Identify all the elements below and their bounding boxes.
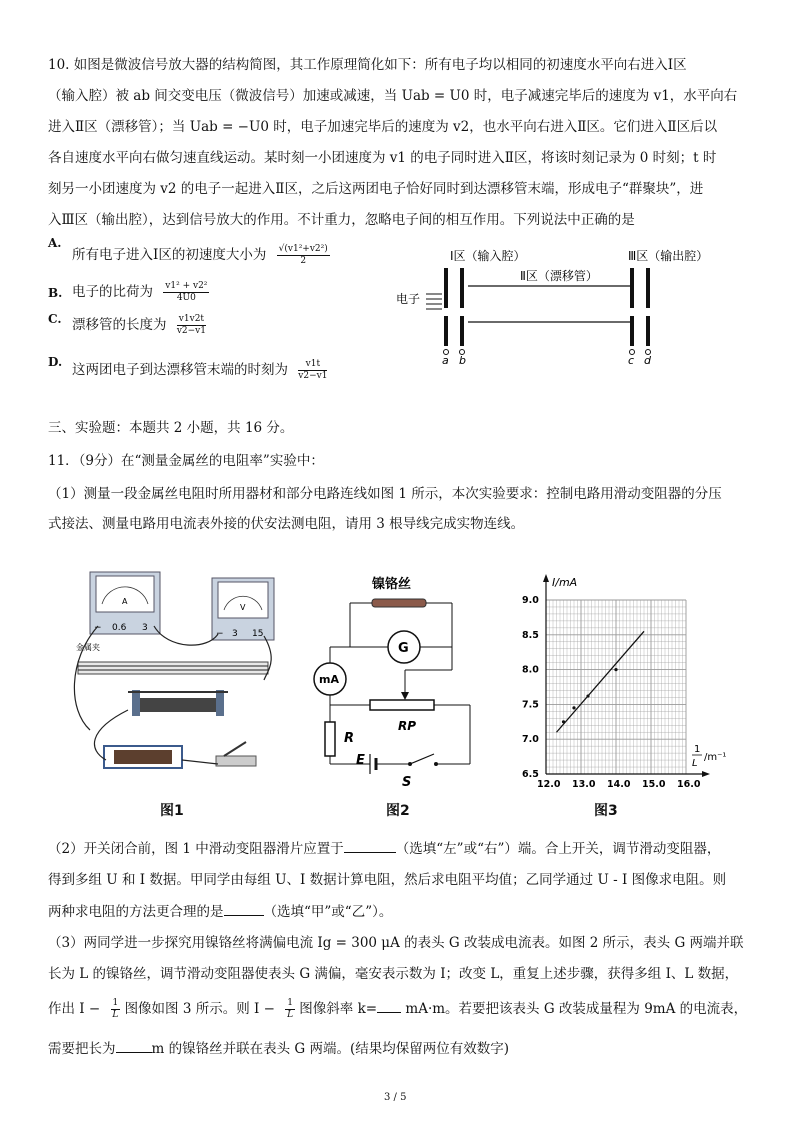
option-d-formula: $\frac{v1t}{v2-v1}$ [298, 359, 328, 381]
x-axis-label-num: 1 [694, 744, 701, 755]
q11-p2-text-d: （选填“甲”或“乙”）。 [263, 904, 393, 920]
q11-p3-text-d: mA·m。若要把该表头 G 改装成量程为 9mA 的电流表， [405, 1001, 748, 1017]
milliammeter-symbol: mA [319, 673, 339, 686]
ammeter-minus: − [94, 623, 102, 633]
x-tick-label: 12.0 [537, 779, 561, 790]
option-a[interactable] [72, 243, 330, 267]
clip-label: 金属夹 [76, 643, 100, 652]
y-tick-label: 7.0 [522, 734, 539, 746]
option-b-label[interactable]: B. [48, 286, 63, 300]
page-number: 3 / 5 [384, 1092, 407, 1103]
microwave-amplifier-diagram [390, 240, 770, 365]
ammeter-3: 3 [142, 623, 148, 633]
plate-a: a [442, 354, 449, 365]
option-a-text: 所有电子进入Ⅰ区的初速度大小为 [72, 247, 267, 263]
fit-line [557, 631, 645, 732]
x-tick-label: 16.0 [677, 779, 701, 790]
figure-3-chart [520, 568, 745, 798]
option-c-label[interactable]: C. [48, 312, 62, 326]
answer-blank-slider[interactable] [344, 838, 396, 853]
plate-b: b [459, 354, 466, 365]
region2-label: Ⅱ区（漂移管） [520, 269, 598, 283]
answer-blank-method[interactable] [224, 901, 264, 916]
option-c-formula: $\frac{v1v2t}{v2-v1}$ [176, 314, 206, 336]
resistor-label: R [344, 731, 355, 746]
q10-line-3: 进入Ⅱ区（漂移管）；当 Uab = −U0 时，电子加速完毕后的速度为 v2，也水平向右进入Ⅱ区。它们进入Ⅱ区后以 [48, 119, 718, 135]
option-d[interactable] [72, 358, 327, 382]
q11-p2-line1 [48, 838, 720, 859]
y-tick-label: 7.5 [522, 699, 539, 711]
y-axis-arrow [543, 574, 549, 582]
data-point [572, 706, 575, 709]
x-axis-label-den: L [692, 758, 698, 769]
q11-title: 11．（9分）在“测量金属丝的电阻率”实验中： [48, 453, 324, 469]
figure-3-label: 图3 [594, 803, 618, 819]
y-tick-label: 9.0 [522, 595, 539, 606]
y-tick-label: 6.5 [522, 769, 539, 780]
answer-blank-slope[interactable] [377, 998, 401, 1013]
section-heading: 三、实验题：本题共 2 小题，共 16 分。 [48, 420, 294, 436]
q11-p3-text-a: 作出 I − [48, 1001, 101, 1017]
y-tick-label: 8.5 [522, 629, 539, 641]
figure-1-label: 图1 [160, 803, 184, 819]
region3-label: Ⅲ区（输出腔） [628, 249, 709, 263]
option-d-label[interactable]: D. [48, 355, 63, 369]
plate-d: d [644, 354, 651, 365]
answer-blank-length[interactable] [116, 1038, 152, 1053]
q11-p2-text-b: （选填“左”或“右”）端。合上开关，调节滑动变阻器， [395, 841, 721, 857]
q10-line-1: 10. 如图是微波信号放大器的结构简图，其工作原理简化如下：所有电子均以相同的初速度水平向右进入Ⅰ区 [48, 57, 687, 73]
voltmeter-minus: − [216, 629, 224, 639]
option-b-text: 电子的比荷为 [72, 284, 153, 300]
galvanometer-symbol: G [398, 641, 409, 656]
x-tick-label: 15.0 [642, 779, 666, 790]
q11-p3-text-b: 图像如图 3 所示。则 I − [124, 1001, 275, 1017]
option-a-label[interactable]: A. [48, 236, 62, 250]
q11-p3-text-c: 图像斜率 k= [299, 1001, 378, 1017]
q11-p1-line1: （1）测量一段金属丝电阻时所用器材和部分电路连线如图 1 所示，本次实验要求：控制电路用滑动变阻器的分压 [48, 486, 722, 502]
q11-p2-text-c: 两种求电阻的方法更合理的是 [48, 904, 224, 920]
x-tick-label: 13.0 [572, 779, 596, 790]
q11-p2-text-a: （2）开关闭合前，图 1 中滑动变阻器滑片应置于 [48, 841, 344, 857]
option-b-formula: $\frac{\text{v1² + v2²}}{4U0}$ [165, 281, 208, 303]
x-axis-label-unit: /m⁻¹ [704, 752, 727, 763]
region1-label: Ⅰ区（输入腔） [450, 249, 526, 263]
q10-line-2: （输入腔）被 ab 间交变电压（微波信号）加速或减速，当 Uab = U0 时，电子减速完毕后的速度为 v1，水平向右 [48, 88, 738, 104]
x-tick-label: 14.0 [607, 779, 631, 790]
q10-line-6: 入Ⅲ区（输出腔），达到信号放大的作用。不计重力，忽略电子间的相互作用。下列说法中正确的是 [48, 212, 635, 228]
option-b[interactable] [72, 280, 209, 304]
plate-c: c [628, 354, 635, 365]
option-c[interactable] [72, 313, 206, 337]
q11-p3-text-f: m 的镍铬丝并联在表头 G 两端。(结果均保留两位有效数字) [151, 1041, 509, 1057]
voltmeter-symbol: V [240, 603, 246, 612]
emf-label: E [356, 753, 365, 768]
one-over-L-a: $\frac{1}{L}$ [112, 998, 119, 1020]
q11-p3-line3 [48, 998, 747, 1021]
figure-1-apparatus [68, 570, 278, 780]
ammeter-symbol: A [122, 597, 128, 606]
voltmeter-3: 3 [232, 629, 238, 639]
q11-p3-line2: 长为 L 的镍铬丝，调节滑动变阻器使表头 G 满偏，毫安表示数为 I；改变 L，重复上述步骤，获得多组 I、L 数据， [48, 966, 739, 982]
q11-p3-line1: （3）两同学进一步探究用镍铬丝将满偏电流 Ig = 300 μA 的表头 G 改装成电流表。如图 2 所示，表头 G 两端并联 [48, 935, 744, 951]
electron-label: 电子 [396, 292, 421, 306]
q10-line-4: 各自速度水平向右做匀速直线运动。某时刻一小团速度为 v1 的电子同时进入Ⅱ区，将该时刻记录为 0 时刻；t 时 [48, 150, 717, 166]
one-over-L-b: $\frac{1}{L}$ [287, 998, 294, 1020]
option-a-formula: $\frac{\text{√(v1²+v2²)}}{2}$ [278, 244, 328, 266]
y-axis-label: I/mA [552, 576, 578, 589]
nichrome-wire-label: 镍铬丝 [372, 577, 412, 592]
data-point [614, 668, 617, 671]
figure-2-label: 图2 [386, 803, 410, 819]
switch-label: S [402, 775, 412, 790]
q11-p3-line4 [48, 1038, 509, 1059]
x-axis-arrow [702, 771, 710, 777]
ammeter-0.6: 0.6 [112, 623, 127, 633]
q11-p2-line3 [48, 901, 392, 922]
y-tick-label: 8.0 [522, 664, 539, 676]
voltmeter-15: 15 [252, 629, 264, 639]
q11-p2-line2: 得到多组 U 和 I 数据。甲同学由每组 U、I 数据计算电阻，然后求电阻平均值；乙同学通过 U - I 图像求电阻。则 [48, 872, 727, 888]
data-point [562, 720, 565, 723]
q10-line-5: 刻另一小团速度为 v2 的电子一起进入Ⅱ区，之后这两团电子恰好同时到达漂移管末端，形成电子“群聚块”，进 [48, 181, 704, 197]
data-point [586, 694, 589, 697]
rheostat-label: RP [398, 719, 417, 733]
option-d-text: 这两团电子到达漂移管末端的时刻为 [72, 362, 288, 378]
q11-p3-text-e: 需要把长为 [48, 1041, 116, 1057]
q11-p1-line2: 式接法、测量电路用电流表外接的伏安法测电阻，请用 3 根导线完成实物连线。 [48, 516, 525, 532]
figure-2-circuit [310, 572, 490, 792]
option-c-text: 漂移管的长度为 [72, 317, 167, 333]
